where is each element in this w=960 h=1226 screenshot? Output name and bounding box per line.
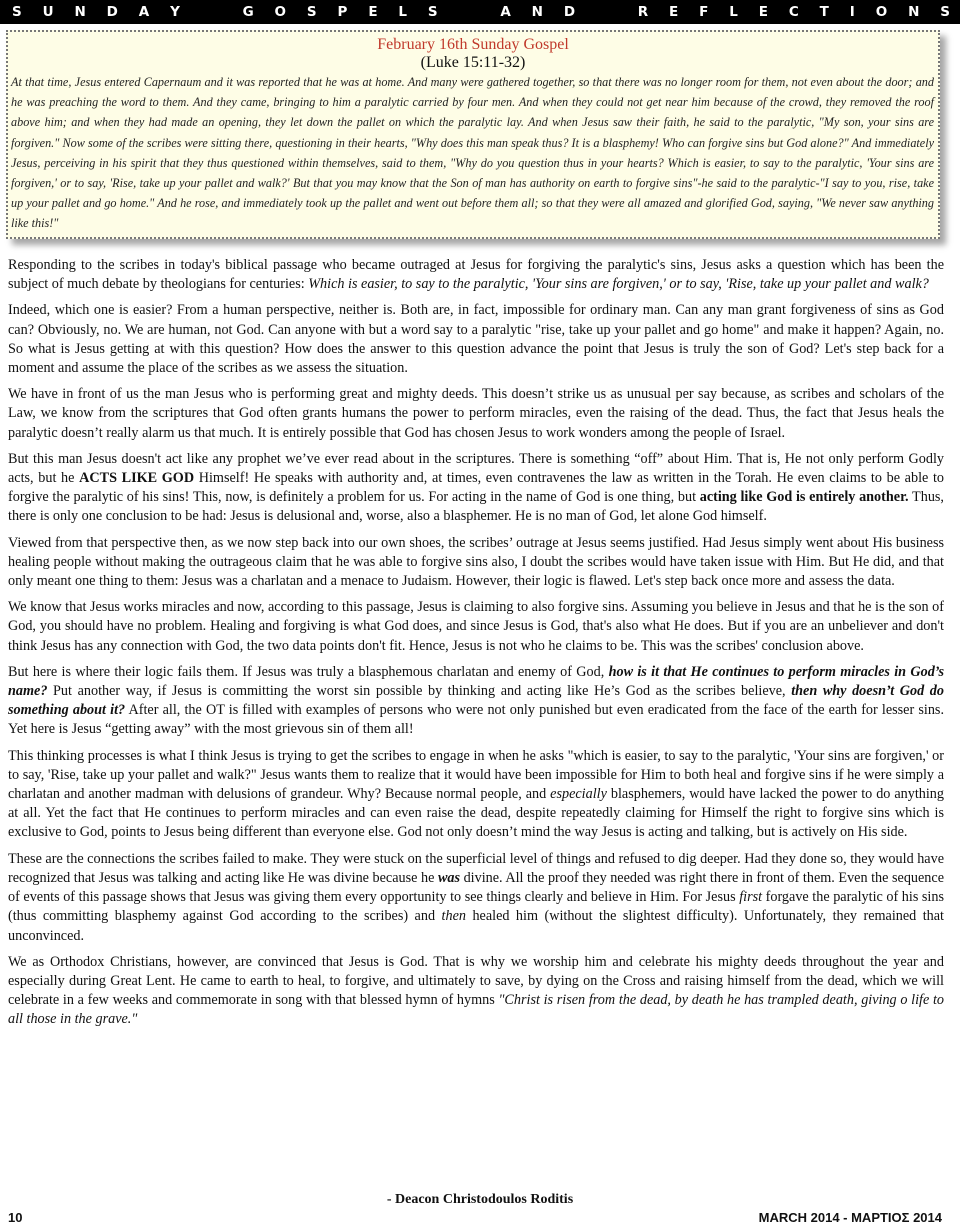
author-signature: - Deacon Christodoulos Roditis	[386, 1192, 574, 1207]
paragraph-8: This thinking processes is what I think Jesus is trying to get the scribes to engage in when he asks "which is easier, to say to the paralytic, 'Your sins are forgiven,' or to say, 'Rise, take up your pallet and walk?" Jesus wants them to realize that it would have been impossible for Him to both heal and forgive sins if he were simply a charlatan and another madman with delusions of grandeur. Why? Because normal people, and especially blasphemers, would have lacked the power to do anything at all. Yet the fact that He continues to perform miracles and can even raise the dead, despite repeatedly claiming for Himself the right to forgive sins which is exclusive to God, points to Jesus being different than everyone else. God not only doesn’t mind the way Jesus is acting and talking, but is actively on His side.	[8, 747, 944, 841]
paragraph-9: These are the connections the scribes failed to make. They were stuck on the superficial level of things and refused to dig deeper. Had they done so, they would have recognized that Jesus was talking and acting like He was divine because he was divine. All the proof they needed was right there in front of them. Even the sequence of events of this passage shows that Jesus was giving them every opportunity to see things clearly and believe in Him. For Jesus first forgave the paralytic of his sins (thus committing blasphemy against God according to the scribes) and then healed him (without the slightest difficulty). Unfortunately, they remained that unconvinced.	[8, 850, 944, 944]
paragraph-6: We know that Jesus works miracles and now, according to this passage, Jesus is claiming to also forgive sins. Assuming you believe in Jesus and that he is the son of God, you should have no problem. Healing and forgiving is what God does, and since Jesus is God, that's also what He does. But if you are an unbeliever and don't think Jesus has any connection with God, the two data points don't fit. Hence, Jesus is not who he claims to be. This was the scribes' conclusion above.	[8, 599, 944, 654]
paragraph-7: But here is where their logic fails them. If Jesus was truly a blasphemous charlatan and enemy of God, how is it that He continues to perform miracles in God’s name? Put another way, if Jesus is committing the worst sin possible by thinking and acting like He’s God as the scribes believe, then why doesn’t God do something about it? After all, the OT is filled with examples of persons who were not only punished but even eradicated from the face of the earth for lesser sins. Yet here is Jesus “getting away” with the most grievous sin of them all!	[8, 663, 945, 738]
gospel-box	[6, 30, 940, 239]
issue-date: MARCH 2014 - ΜΑΡΤΙΟΣ 2014	[758, 1210, 942, 1225]
gospel-title: February 16th Sunday Gospel	[377, 36, 569, 53]
paragraph-4: But this man Jesus doesn't act like any prophet we’ve ever read about in the scriptures. There is something “off” about Him. That is, He not only perform Godly acts, but he ACTS LIKE GOD Himself! He speaks with authority and, at times, even contravenes the law as written in the Torah. He even claims to be able to forgive the paralytic of his sins! This, now, is definitely a problem for us. For acting in the name of God is one thing, but acting like God is entirely another. Thus, there is only one conclusion to be had: Jesus is delusional and, worse, also a blasphemer. He is no man of God, let alone God himself.	[8, 450, 944, 525]
gospel-reference: (Luke 15:11-32)	[420, 54, 526, 71]
paragraph-10: We as Orthodox Christians, however, are convinced that Jesus is God. That is why we worship him and celebrate his mighty deeds throughout the year and especially during Great Lent. He came to earth to heal, to forgive, and ultimately to save, by dying on the Cross and raising himself from the dead, which we will celebrate in a few weeks and commemorate in song with that blessed hymn of hymns "Christ is risen from the dead, by death he has trampled death, giving o life to all those in the grave."	[8, 953, 945, 1028]
gospel-text: At that time, Jesus entered Capernaum and it was reported that he was at home. And many were gathered together, so that there was no longer room for them, not even about the door; and he was preaching the word to them. And they came, bringing to him a paralytic carried by four men. And when they could not get near him because of the crowd, they removed the roof above him; and when they had made an opening, they let down the pallet on which the paralytic lay. And when Jesus saw their faith, he said to the paralytic, "My son, your sins are forgiven." Now some of the scribes were sitting there, questioning in their hearts, "Why does this man speak thus? It is a blasphemy! Who can forgive sins but God alone?" And immediately Jesus, perceiving in his spirit that they thus questioned within themselves, said to them, "Why do you question thus in your hearts? Which is easier, to say to the paralytic, 'Your sins are forgiven,' or to say, 'Rise, take up your pallet and walk?' But that you may know that the Son of man has authority on earth to forgive sins"-he said to the paralytic-"I say to you, rise, take up your pallet and go home." And he rose, and immediately took up the pallet and went out before them all; so that they were all amazed and glorified God, saying, "We never saw anything like this!"	[11, 75, 934, 231]
page-number: 10	[8, 1210, 23, 1225]
section-banner: S U N D A Y G O S P E L S A N D R E F L E C T I O N S	[0, 0, 960, 24]
paragraph-2: Indeed, which one is easier? From a human perspective, neither is. Both are, in fact, impossible for ordinary man. Can any man grant forgiveness of sins as God can? Obviously, no. We are human, not God. Can anyone with but a word say to a paralytic "rise, take up your pallet and go home" and make it happen? Again, no. So what is Jesus getting at with this question? How does the answer to this question advance the point that Jesus is truly the son of God? Let's step back for a moment and assume the place of the scribes as we assess the situation.	[8, 302, 944, 377]
paragraph-5: Viewed from that perspective then, as we now step back into our own shoes, the scribes’ outrage at Jesus seems justified. Had Jesus simply went about His business healing people without making the outrageous claim that he was able to forgive sins also, I doubt the scribes would have taken issue with Him. But He did, and that only meant one thing to them: Jesus was a charlatan and a menace to Judaism. However, their logic is flawed. Let's step back once more and assess the data.	[8, 534, 944, 590]
paragraph-3: We have in front of us the man Jesus who is performing great and mighty deeds. This doesn’t strike us as unusual per say because, as scribes and scholars of the Law, we know from the scriptures that God often grants humans the power to perform miracles, even the raising of the dead. Thus, the fact that Jesus heals the paralytic doesn’t really alarm us that much. It is entirely possible that God has chosen Jesus to work wonders among the people of Israel.	[8, 386, 944, 441]
reflection-article	[8, 256, 944, 1037]
paragraph-1: Responding to the scribes in today's biblical passage who became outraged at Jesus for forgiving the paralytic's sins, Jesus asks a question which has been the subject of much debate by theologians for centuries: Which is easier, to say to the paralytic, 'Your sins are forgiven,' or to say, 'Rise, take up your pallet and walk?	[8, 257, 944, 293]
